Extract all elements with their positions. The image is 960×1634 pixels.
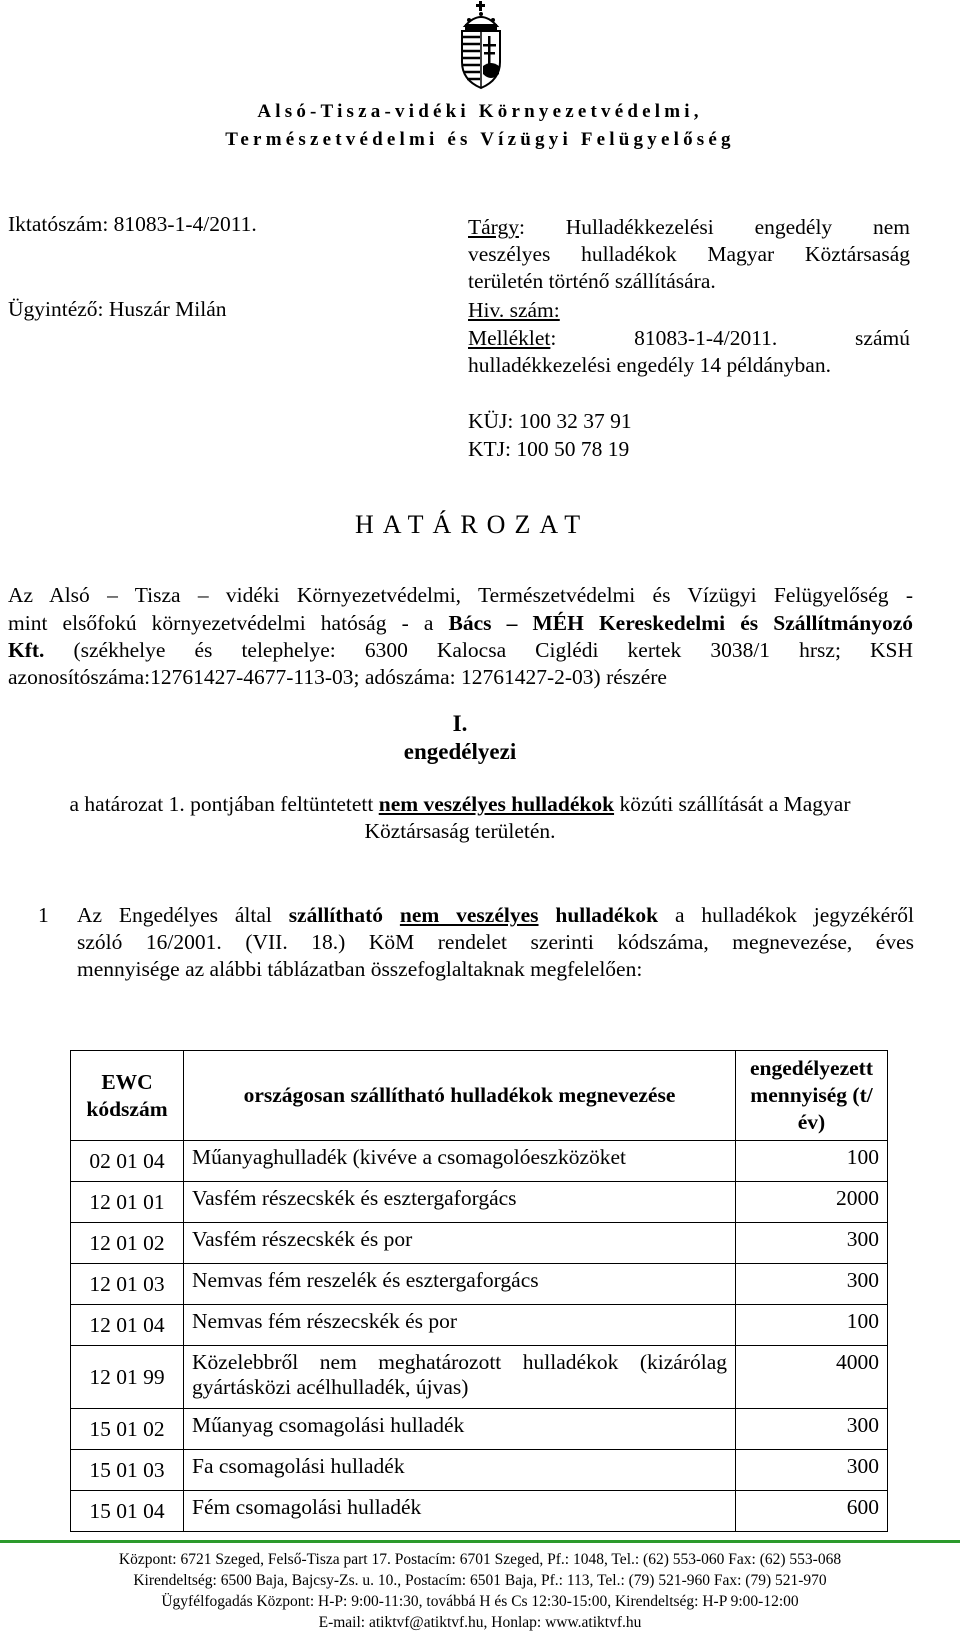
amount-cell: 2000 <box>736 1182 888 1223</box>
ewc-code-cell: 15 01 03 <box>71 1450 184 1491</box>
point-number: 1 <box>38 903 49 927</box>
agency-name-line1: Alsó-Tisza-vidéki Környezetvédelmi, <box>257 101 703 122</box>
table-row <box>71 1305 888 1346</box>
ewc-code-cell: 15 01 02 <box>71 1409 184 1450</box>
targy-label: Tárgy <box>468 215 519 239</box>
intro-line4: azonosítószáma:12761427-4677-113-03; adószáma: 12761427-2-03) részére <box>8 665 667 689</box>
decision-line2: Köztársaság területén. <box>364 819 556 843</box>
table-row <box>71 1264 888 1305</box>
section-roman: I. <box>452 711 468 736</box>
amount-cell: 300 <box>736 1409 888 1450</box>
kuj-number: KÜJ: 100 32 37 91 <box>468 409 632 433</box>
ewc-code-cell: 12 01 99 <box>71 1346 184 1409</box>
intro-line2: mint elsőfokú környezetvédelmi hatóság - a Bács – MÉH Kereskedelmi és Szállítmányozó <box>8 611 913 635</box>
waste-name-cell: Fém csomagolási hulladék <box>184 1491 736 1532</box>
melleklet-line1: Melléklet: 81083-1-4/2011. számú <box>468 326 910 350</box>
hungarian-coat-of-arms-icon <box>455 0 507 90</box>
footer-rule <box>0 1540 960 1543</box>
point1-line1: Az Engedélyes által szállítható nem veszélyes hulladékok a hulladékok jegyzékéről <box>77 903 914 927</box>
ewc-code-cell: 15 01 04 <box>71 1491 184 1532</box>
waste-name-cell: Műanyag csomagolási hulladék <box>184 1409 736 1450</box>
amount-cell: 100 <box>736 1305 888 1346</box>
amount-cell: 300 <box>736 1223 888 1264</box>
waste-name-cell: Fa csomagolási hulladék <box>184 1450 736 1491</box>
waste-name-cell: Nemvas fém reszelék és esztergaforgács <box>184 1264 736 1305</box>
intro-line1: Az Alsó – Tisza – vidéki Környezetvédelmi, Természetvédelmi és Vízügyi Felügyelőség - <box>8 583 913 607</box>
table-row <box>71 1182 888 1223</box>
amount-cell: 4000 <box>736 1346 888 1409</box>
point1-line2: szóló 16/2001. (VII. 18.) KöM rendelet szerinti kódszáma, megnevezése, éves <box>77 930 914 954</box>
targy-line2: veszélyes hulladékok Magyar Köztársaság <box>468 242 910 266</box>
header-ewc-code: EWC kódszám <box>71 1051 184 1141</box>
company-name: Bács – MÉH Kereskedelmi és Szállítmányozó <box>448 611 913 635</box>
intro-line3: Kft. (székhelye és telephelye: 6300 Kalocsa Ciglédi kertek 3038/1 hrsz; KSH <box>8 638 913 662</box>
waste-table <box>70 1050 888 1532</box>
amount-cell: 300 <box>736 1450 888 1491</box>
ewc-code-cell: 12 01 04 <box>71 1305 184 1346</box>
table-row <box>71 1141 888 1182</box>
agency-name-line2: Természetvédelmi és Vízügyi Felügyelőség <box>225 129 735 150</box>
ktj-number: KTJ: 100 50 78 19 <box>468 437 630 461</box>
waste-name-cell: Nemvas fém részecskék és por <box>184 1305 736 1346</box>
decision-verb: engedélyezi <box>403 739 517 764</box>
footer-line4: E-mail: atiktvf@atiktvf.hu, Honlap: www.atiktvf.hu <box>318 1614 642 1631</box>
table-row <box>71 1346 888 1409</box>
amount-cell: 100 <box>736 1141 888 1182</box>
table-row <box>71 1450 888 1491</box>
amount-cell: 600 <box>736 1491 888 1532</box>
waste-name-cell: Vasfém részecskék és esztergaforgács <box>184 1182 736 1223</box>
targy-line1: Tárgy: Hulladékkezelési engedély nem <box>468 215 910 239</box>
ugyintezo: Ügyintéző: Huszár Milán <box>8 297 227 321</box>
point1-line3: mennyisége az alábbi táblázatban összefoglaltaknak megfelelően: <box>77 957 643 981</box>
melleklet-label: Melléklet <box>468 326 551 350</box>
header-waste-name: országosan szállítható hulladékok megnevezése <box>184 1051 736 1141</box>
targy-line3: területén történő szállítására. <box>468 269 716 293</box>
waste-name-cell: Vasfém részecskék és por <box>184 1223 736 1264</box>
table-header-row <box>71 1051 888 1141</box>
table-row <box>71 1409 888 1450</box>
footer-line2: Kirendeltség: 6500 Baja, Bajcsy-Zs. u. 10., Postacím: 6501 Baja, Pf.: 113, Tel.: (79) 521-960 Fax: (79) 521-970 <box>133 1572 827 1589</box>
melleklet-line2: hulladékkezelési engedély 14 példányban. <box>468 353 831 377</box>
footer-line3: Ügyfélfogadás Központ: H-P: 9:00-11:30, továbbá H és Cs 12:30-15:00, Kirendeltség: H-P 9:00-12:00 <box>161 1593 799 1610</box>
document-title: HATÁROZAT <box>355 510 590 539</box>
ewc-code-cell: 02 01 04 <box>71 1141 184 1182</box>
table-row <box>71 1491 888 1532</box>
header-amount: engedélyezett mennyiség (t/év) <box>736 1051 888 1141</box>
waste-name-cell: Műanyaghulladék (kivéve a csomagolóeszközöket <box>184 1141 736 1182</box>
decision-line1: a határozat 1. pontjában feltüntetett nem veszélyes hulladékok közúti szállítását a Magyar <box>69 792 851 816</box>
iktatoszam: Iktatószám: 81083-1-4/2011. <box>8 212 257 236</box>
ewc-code-cell: 12 01 02 <box>71 1223 184 1264</box>
ewc-code-cell: 12 01 03 <box>71 1264 184 1305</box>
amount-cell: 300 <box>736 1264 888 1305</box>
waste-name-cell: Közelebbről nem meghatározott hulladékok (kizárólag gyártásközi acélhulladék, újvas) <box>184 1346 736 1409</box>
ewc-code-cell: 12 01 01 <box>71 1182 184 1223</box>
table-row <box>71 1223 888 1264</box>
footer-line1: Központ: 6721 Szeged, Felső-Tisza part 17. Postacím: 6701 Szeged, Pf.: 1048, Tel.: (62) 553-060 Fax: (62) 553-068 <box>118 1551 842 1568</box>
hiv-szam: Hiv. szám: <box>468 298 560 322</box>
